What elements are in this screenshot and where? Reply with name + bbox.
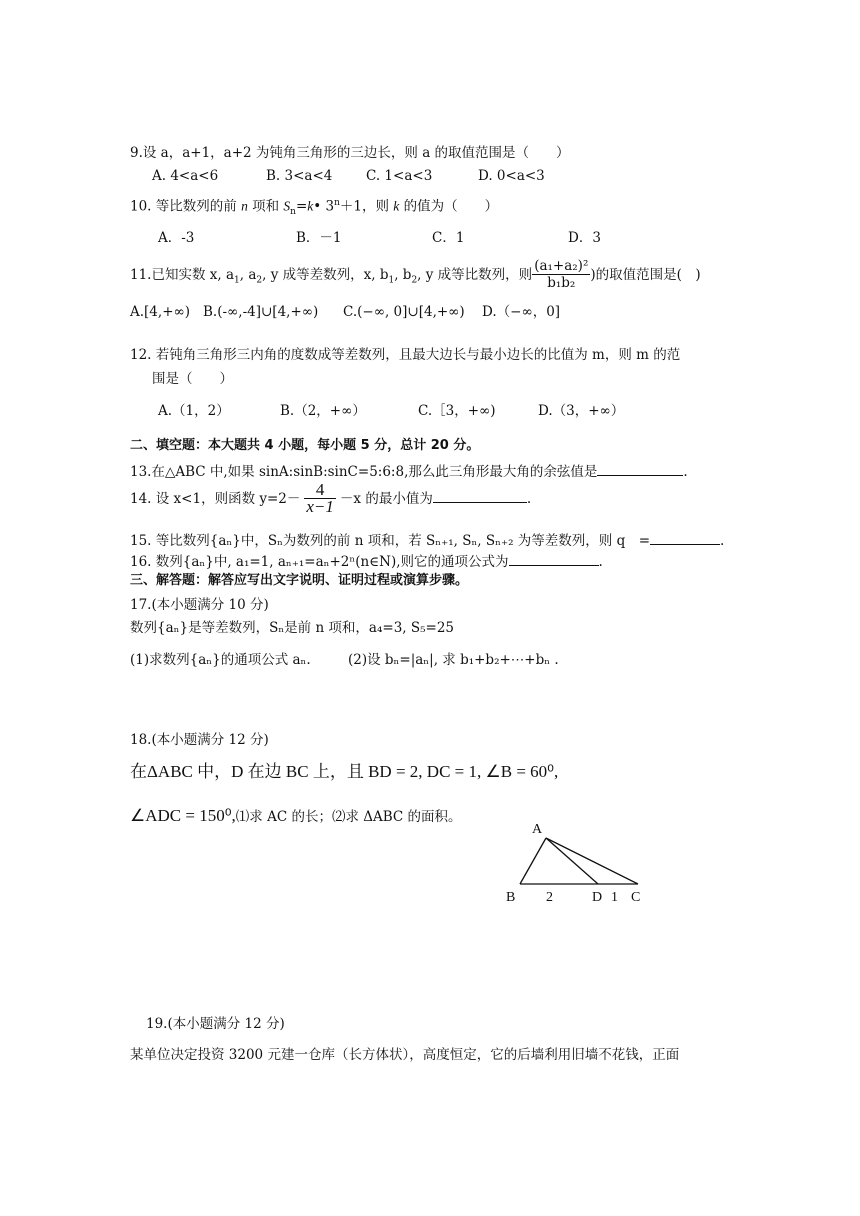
q13-answer-blank: [597, 461, 683, 476]
q16-stem: 16. 数列{aₙ}中, a₁=1, aₙ₊₁=aₙ+2ⁿ(n∈N),则它的通项公式为 .: [130, 551, 603, 571]
q9-option-b: B. 3<a<4: [266, 168, 333, 184]
q12-stem-line1: 12. 若钝角三角形三内角的度数成等差数列，且最大边长与最小边长的比值为 m，则 m 的范: [130, 347, 681, 363]
label-d: D: [592, 890, 603, 905]
q14-fraction: $\frac{4}{x-1}$: [306, 480, 334, 516]
q11-option-b: B.(-∞,-4]∪[4,+∞): [203, 304, 319, 320]
q15-answer-blank: [650, 530, 720, 545]
q9-stem: 9.设 a，a+1，a+2 为钝角三角形的三边长，则 a 的取值范围是（ ）: [130, 145, 570, 161]
section-3-heading: 三、解答题：解答应写出文字说明、证明过程或演算步骤。: [130, 573, 469, 588]
q11-option-d: D.（−∞，0]: [482, 304, 561, 320]
q15-stem: 15. 等比数列{aₙ}中，Sₙ为数列的前 n 项和，若 Sₙ₊₁, Sₙ, Sₙ₊₂ 为等差数列，则 q = .: [130, 530, 724, 550]
q18-header: 18.(本小题满分 12 分): [130, 732, 269, 748]
q18-line2: ∠ADC = 150⁰,⑴求 AC 的长；⑵求 ΔABC 的面积。: [130, 806, 462, 825]
q14-answer-blank: [433, 488, 527, 503]
q17-line1: 数列{aₙ}是等差数列，Sₙ是前 n 项和，a₄=3, S₅=25: [130, 620, 455, 636]
q12-option-c: C.［3，+∞): [418, 403, 496, 419]
q13-stem: 13.在△ABC 中,如果 sinA:sinB:sinC=5:6:8,那么此三角形最大角的余弦值是 .: [130, 461, 688, 481]
q16-answer-blank: [509, 551, 599, 566]
q17-part1: (1)求数列{aₙ}的通项公式 aₙ.: [130, 652, 311, 668]
q9-option-c: C. 1<a<3: [366, 168, 433, 184]
side-ab: [520, 838, 546, 884]
q14-stem: 14. 设 x<1，则函数 y=2－ $\frac{4}{x-1}$ －x 的最小值为 .: [130, 480, 532, 516]
q10-option-d: D．3: [568, 230, 601, 246]
q18-line1: 在ΔABC 中，D 在边 BC 上，且 BD = 2, DC = 1, ∠B = 60⁰,: [130, 762, 559, 781]
q9-option-d: D. 0<a<3: [478, 168, 545, 184]
label-b: B: [506, 890, 516, 905]
q10-option-c: C．1: [432, 230, 465, 246]
segment-ad: [546, 838, 598, 884]
side-ac: [546, 838, 638, 884]
section-2-heading: 二、填空题：本大题共 4 小题，每小题 5 分，总计 20 分。: [130, 438, 480, 453]
label-c: C: [631, 890, 641, 905]
q10-option-b: B．－1: [296, 230, 342, 246]
label-2: 2: [546, 890, 553, 905]
q12-stem-line2: 围是（ ）: [152, 371, 233, 387]
q17-part2: (2)设 bₙ=|aₙ|, 求 b₁+b₂+⋯+bₙ .: [348, 652, 559, 668]
q17-header: 17.(本小题满分 10 分): [130, 597, 269, 613]
q19-header: 19.(本小题满分 12 分): [146, 1016, 285, 1032]
q11-option-a: A.[4,+∞): [130, 304, 191, 320]
q11-option-c: C.(−∞, 0]∪[4,+∞): [343, 304, 465, 320]
q10-stem: 10. 等比数列的前 n 项和 $S_n=k•$ $3^n+1$，则 k 的值为（ ）: [130, 198, 499, 218]
q12-option-a: A.（1，2）: [158, 403, 230, 419]
q12-option-d: D.（3，+∞）: [538, 403, 625, 419]
q9-option-a: A. 4<a<6: [152, 168, 219, 184]
triangle-figure: [500, 818, 650, 908]
label-a: A: [532, 822, 543, 837]
label-1: 1: [611, 890, 618, 905]
q11-stem: 11.已知实数 x, $a_1$, $a_2$, y 成等差数列，x, $b_1$, $b_2$, y 成等比数列，则 $\frac{\text{(a₁+a₂)²}}{\text{b₁b₂}}$ )的取值范围是( ): [130, 258, 701, 291]
q10-option-a: A．-3: [158, 230, 195, 246]
q12-option-b: B.（2，+∞）: [280, 403, 366, 419]
q19-line1: 某单位决定投资 3200 元建一仓库（长方体状），高度恒定，它的后墙利用旧墙不花钱，正面: [130, 1047, 680, 1063]
q11-fraction: $\frac{\text{(a₁+a₂)²}}{\text{b₁b₂}}$: [534, 258, 589, 291]
